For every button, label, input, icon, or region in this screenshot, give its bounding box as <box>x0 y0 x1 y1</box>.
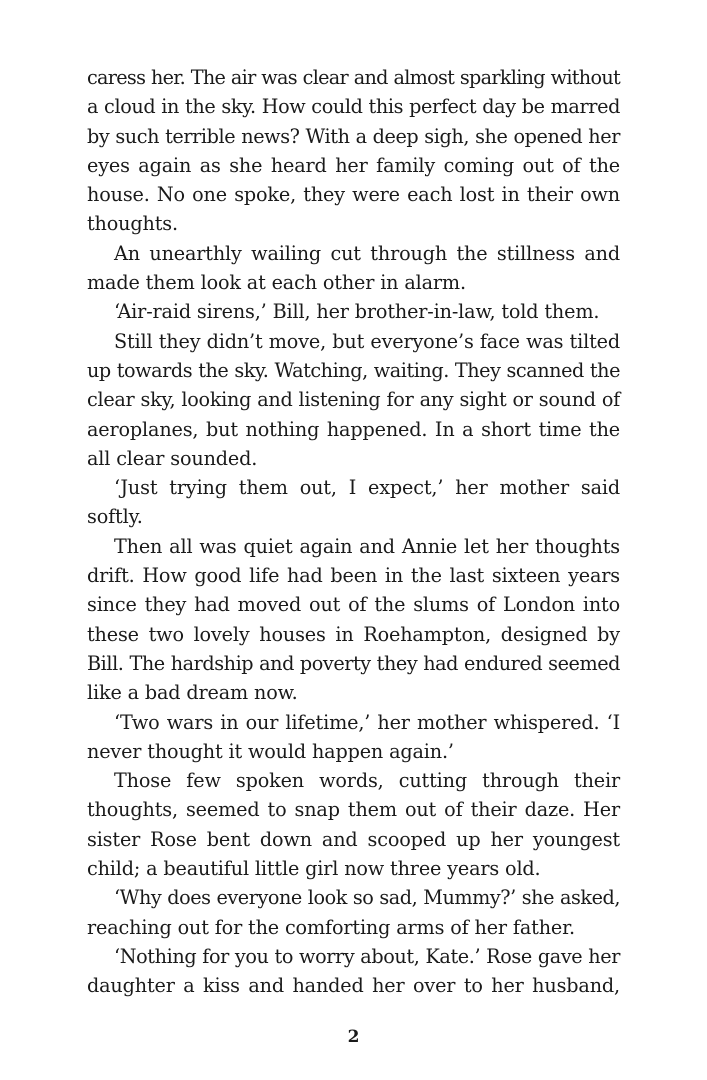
body-text <box>87 63 620 1001</box>
text-line: ‘Just trying them out, I expect,’ her mother said <box>114 476 620 500</box>
text-line: eyes again as she heard her family coming out of the <box>87 153 620 177</box>
text-line: these two lovely houses in Roehampton, designed by <box>87 622 620 646</box>
text-line: Then all was quiet again and Annie let her thoughts <box>114 534 620 558</box>
text-line: ‘Why does everyone look so sad, Mummy?’ she asked, <box>114 886 620 910</box>
text-line: like a bad dream now. <box>87 681 298 705</box>
text-line: since they had moved out of the slums of London into <box>87 593 620 617</box>
text-line: child; a beautiful little girl now three years old. <box>87 857 541 881</box>
text-line: sister Rose bent down and scooped up her youngest <box>87 827 620 851</box>
text-line: a cloud in the sky. How could this perfect day be marred <box>87 95 620 119</box>
text-line: Still they didn’t move, but everyone’s face was tilted <box>114 329 620 353</box>
text-line: all clear sounded. <box>87 446 258 470</box>
text-line: up towards the sky. Watching, waiting. They scanned the <box>87 358 620 382</box>
text-line: daughter a kiss and handed her over to her husband, <box>87 974 620 998</box>
text-line: softly. <box>87 505 143 529</box>
text-line: drift. How good life had been in the last sixteen years <box>87 564 620 588</box>
text-line: by such terrible news? With a deep sigh, she opened her <box>87 124 620 148</box>
text-line: Those few spoken words, cutting through their <box>114 769 620 793</box>
text-line: never thought it would happen again.’ <box>87 739 454 763</box>
text-line: clear sky, looking and listening for any sight or sound of <box>87 388 620 412</box>
text-line: ‘Nothing for you to worry about, Kate.’ Rose gave her <box>114 944 620 968</box>
text-line: Bill. The hardship and poverty they had endured seemed <box>87 651 620 675</box>
text-line: made them look at each other in alarm. <box>87 271 466 295</box>
text-line: house. No one spoke, they were each lost in their own <box>87 183 620 207</box>
page-number: 2 <box>347 1027 360 1047</box>
text-line: ‘Two wars in our lifetime,’ her mother whispered. ‘I <box>114 710 620 734</box>
text-line: thoughts. <box>87 212 178 236</box>
text-line: ‘Air-raid sirens,’ Bill, her brother-in-law, told them. <box>114 300 600 324</box>
text-line: thoughts, seemed to snap them out of their daze. Her <box>87 798 620 822</box>
text-line: reaching out for the comforting arms of her father. <box>87 915 575 939</box>
text-line: An unearthly wailing cut through the stillness and <box>114 241 620 265</box>
text-line: aeroplanes, but nothing happened. In a short time the <box>87 417 620 441</box>
text-line: caress her. The air was clear and almost sparkling without <box>87 66 620 89</box>
